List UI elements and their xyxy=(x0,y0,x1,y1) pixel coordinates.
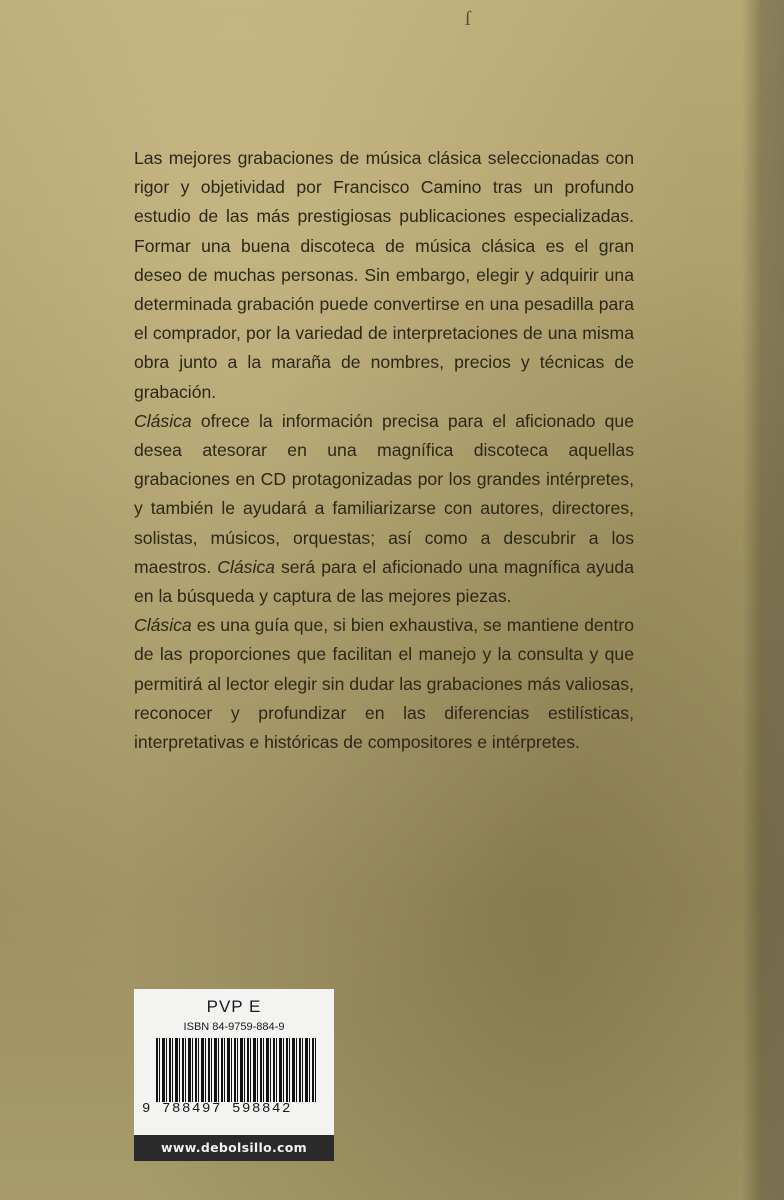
blurb-text: será para el aficionado una magnífica ayuda en la búsqueda y captura de las mejores piezas. xyxy=(134,556,634,607)
barcode-bars xyxy=(156,1038,316,1102)
blurb-text: es una guía que, si bien exhaustiva, se mantiene dentro de las proporciones que facilitan el manejo y la consulta y que permitirá al lector elegir sin dudar las grabaciones más valiosas, reconocer y profundizar en las diferencias estilísticas, interpretativas e históricas de compositores e intérpretes. xyxy=(134,615,634,753)
book-title-italic: Clásica xyxy=(217,556,275,577)
spine-edge xyxy=(742,0,784,1200)
book-title-italic: Clásica xyxy=(134,410,192,431)
isbn-number: ISBN 84-9759-884-9 xyxy=(183,1021,285,1033)
ink-mark: ſ xyxy=(465,8,471,30)
blurb-text: ofrece la información precisa para el aficionado que desea atesorar en una magnífica discoteca aquellas grabaciones en CD protagonizadas por los grandes intérpretes, y también le ayudará a familiarizarse con autores, directores, solistas, músicos, orquestas; así como a descubrir a los maestros. xyxy=(134,410,634,577)
barcode-label xyxy=(134,989,334,1161)
barcode-digits: 9 788497 598842 xyxy=(142,1101,293,1117)
blurb-text: Las mejores grabaciones de música clásica seleccionadas con rigor y objetividad por Francisco Camino tras un profundo estudio de las más prestigiosas publicaciones especializadas. Formar una buena discoteca de música clásica es el gran deseo de muchas personas. Sin embargo, elegir y adquirir una determinada grabación puede convertirse en una pesadilla para el comprador, por la variedad de interpretaciones de una misma obra junto a la maraña de nombres, precios y técnicas de grabación. xyxy=(134,148,634,402)
blurb-paragraph-3 xyxy=(134,611,634,757)
back-cover-blurb xyxy=(134,144,634,757)
book-title-italic: Clásica xyxy=(134,615,192,636)
price-label: PVP E xyxy=(206,997,262,1016)
publisher-website[interactable]: www.debolsillo.com xyxy=(134,1135,334,1161)
blurb-paragraph-1 xyxy=(134,144,634,407)
blurb-paragraph-2 xyxy=(134,407,634,611)
